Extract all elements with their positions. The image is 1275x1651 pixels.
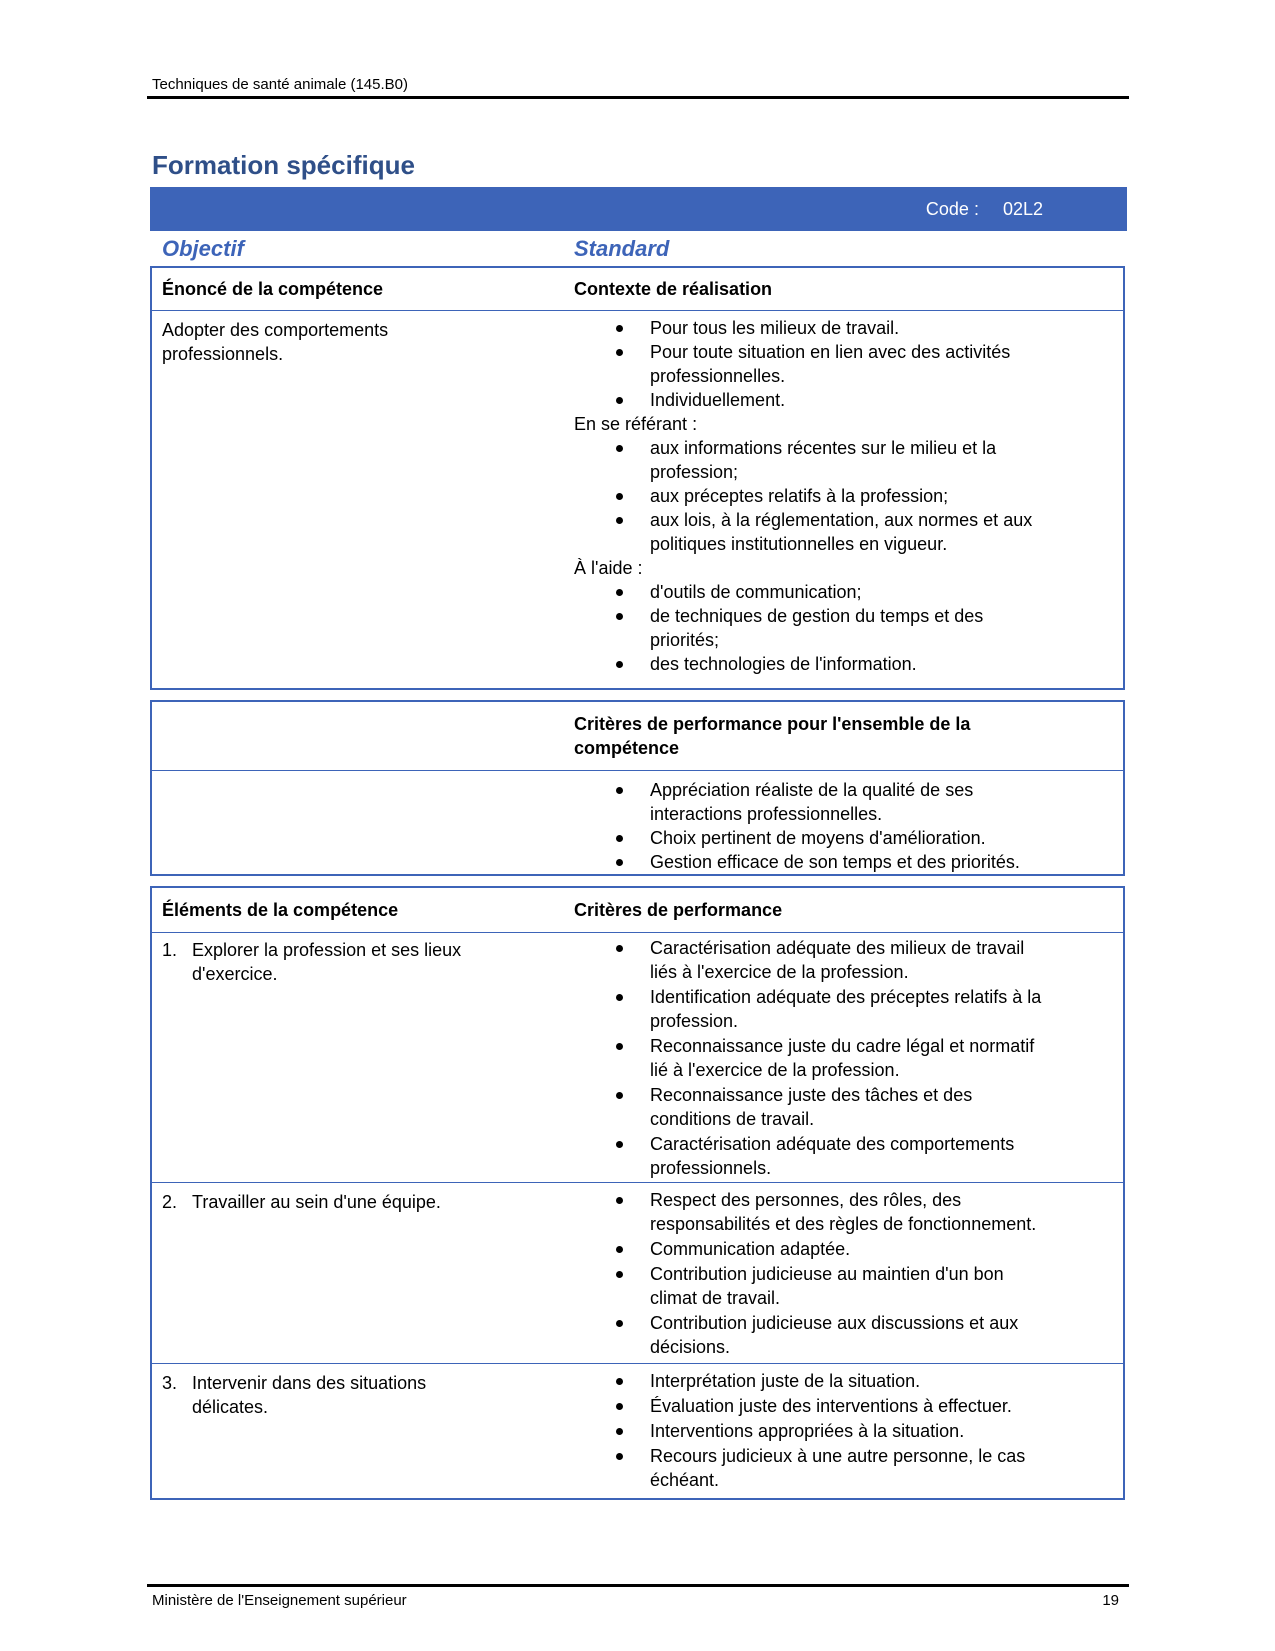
bullet-icon <box>616 859 623 866</box>
bullet-item-line: Recours judicieux à une autre personne, le cas <box>650 1446 1026 1466</box>
section-title: Formation spécifique <box>152 150 415 180</box>
bullet-item-line: professionnelles. <box>650 366 786 386</box>
bullet-item-line: Individuellement. <box>650 390 786 410</box>
bullet-icon <box>616 1453 623 1460</box>
box-header <box>152 702 1123 771</box>
row-divider <box>152 1363 1123 1364</box>
bullet-item-line: responsabilités et des règles de fonctionnement. <box>650 1214 1037 1234</box>
bullet-item-line: profession. <box>650 1011 739 1031</box>
bullet-item-line: lié à l'exercice de la profession. <box>650 1060 900 1080</box>
bullet-item-line: Interprétation juste de la situation. <box>650 1371 921 1391</box>
page-number: 19 <box>1102 1592 1119 1609</box>
bullet-icon <box>616 1092 623 1099</box>
bullet-item-line: Pour tous les milieux de travail. <box>650 318 900 338</box>
running-head: Techniques de santé animale (145.B0) <box>152 76 408 93</box>
overall-criteria-header-line: compétence <box>574 738 680 758</box>
code-band <box>150 187 1127 231</box>
element-text-line: délicates. <box>192 1397 269 1417</box>
header-rule <box>147 96 1129 99</box>
bullet-icon <box>616 661 623 668</box>
bullet-icon <box>616 945 623 952</box>
bullet-icon <box>616 1197 623 1204</box>
bullet-item-line: Gestion efficace de son temps et des priorités. <box>650 852 1020 872</box>
bullet-item-line: Respect des personnes, des rôles, des <box>650 1190 962 1210</box>
box-header <box>152 268 1123 311</box>
bullet-icon <box>616 787 623 794</box>
bullet-icon <box>616 517 623 524</box>
footer-rule <box>147 1584 1129 1587</box>
element-text-line: Explorer la profession et ses lieux <box>192 940 462 960</box>
competence-statement-line: professionnels. <box>162 344 284 364</box>
bullet-item-line: politiques institutionnelles en vigueur. <box>650 534 948 554</box>
element-text-line: d'exercice. <box>192 964 278 984</box>
bullet-item-line: Contribution judicieuse au maintien d'un bon <box>650 1264 1004 1284</box>
bullet-icon <box>616 589 623 596</box>
bullet-icon <box>616 835 623 842</box>
bullet-item-line: interactions professionnelles. <box>650 804 883 824</box>
bullet-item-line: Reconnaissance juste des tâches et des <box>650 1085 973 1105</box>
bullet-item-line: Évaluation juste des interventions à effectuer. <box>650 1396 1012 1416</box>
aid-label: À l'aide : <box>574 558 643 578</box>
bullet-item-line: professionnels. <box>650 1158 772 1178</box>
reference-label: En se référant : <box>574 414 698 434</box>
bullet-item-line: Pour toute situation en lien avec des activités <box>650 342 1011 362</box>
bullet-item-line: Identification adéquate des préceptes relatifs à la <box>650 987 1042 1007</box>
competence-statement-line: Adopter des comportements <box>162 320 389 340</box>
bullet-icon <box>616 613 623 620</box>
bullet-icon <box>616 397 623 404</box>
bullet-item-line: liés à l'exercice de la profession. <box>650 962 909 982</box>
overall-criteria-box <box>150 700 1125 876</box>
bullet-item-line: aux préceptes relatifs à la profession; <box>650 486 949 506</box>
elements-box <box>150 886 1125 1500</box>
element-text-line: Travailler au sein d'une équipe. <box>192 1192 441 1212</box>
bullet-item-line: Interventions appropriées à la situation. <box>650 1421 965 1441</box>
bullet-item-line: Choix pertinent de moyens d'amélioration. <box>650 828 986 848</box>
bullet-item-line: Contribution judicieuse aux discussions et aux <box>650 1313 1019 1333</box>
bullet-item-line: décisions. <box>650 1337 731 1357</box>
bullet-item-line: Caractérisation adéquate des milieux de travail <box>650 938 1025 958</box>
standard-heading: Standard <box>574 236 670 261</box>
bullet-icon <box>616 1378 623 1385</box>
bullet-icon <box>616 445 623 452</box>
bullet-icon <box>616 994 623 1001</box>
bullet-item-line: aux lois, à la réglementation, aux normes et aux <box>650 510 1033 530</box>
bullet-item-line: profession; <box>650 462 739 482</box>
bullet-item-line: Communication adaptée. <box>650 1239 851 1259</box>
bullet-item-line: aux informations récentes sur le milieu et la <box>650 438 997 458</box>
bullet-item-line: des technologies de l'information. <box>650 654 917 674</box>
element-text-line: Intervenir dans des situations <box>192 1373 427 1393</box>
bullet-icon <box>616 1403 623 1410</box>
objective-heading: Objectif <box>162 236 244 261</box>
context-header: Contexte de réalisation <box>574 279 773 299</box>
competence-statement-box <box>150 266 1125 690</box>
box-header <box>152 888 1123 933</box>
bullet-icon <box>616 1320 623 1327</box>
bullet-item-line: climat de travail. <box>650 1288 781 1308</box>
element-number: 3. <box>162 1373 178 1393</box>
bullet-icon <box>616 1043 623 1050</box>
bullet-item-line: Reconnaissance juste du cadre légal et normatif <box>650 1036 1035 1056</box>
bullet-item-line: priorités; <box>650 630 720 650</box>
statement-header: Énoncé de la compétence <box>162 279 384 299</box>
code-value: 02L2 <box>1002 199 1043 219</box>
footer-ministry: Ministère de l'Enseignement supérieur <box>152 1592 407 1609</box>
overall-criteria-header-line: Critères de performance pour l'ensemble de la <box>574 714 971 734</box>
bullet-icon <box>616 349 623 356</box>
code-label: Code : <box>925 199 979 219</box>
bullet-item-line: de techniques de gestion du temps et des <box>650 606 984 626</box>
element-number: 2. <box>162 1192 178 1212</box>
bullet-item-line: d'outils de communication; <box>650 582 862 602</box>
bullet-item-line: échéant. <box>650 1470 720 1490</box>
criteria-header: Critères de performance <box>574 900 783 920</box>
bullet-icon <box>616 493 623 500</box>
bullet-item-line: conditions de travail. <box>650 1109 815 1129</box>
competence-code <box>926 199 1043 220</box>
bullet-icon <box>616 1141 623 1148</box>
bullet-item-line: Appréciation réaliste de la qualité de ses <box>650 780 974 800</box>
row-divider <box>152 1182 1123 1183</box>
bullet-icon <box>616 1428 623 1435</box>
bullet-item-line: Caractérisation adéquate des comportements <box>650 1134 1015 1154</box>
bullet-icon <box>616 1271 623 1278</box>
bullet-icon <box>616 325 623 332</box>
element-number: 1. <box>162 940 178 960</box>
bullet-icon <box>616 1246 623 1253</box>
elements-header: Éléments de la compétence <box>162 900 399 920</box>
